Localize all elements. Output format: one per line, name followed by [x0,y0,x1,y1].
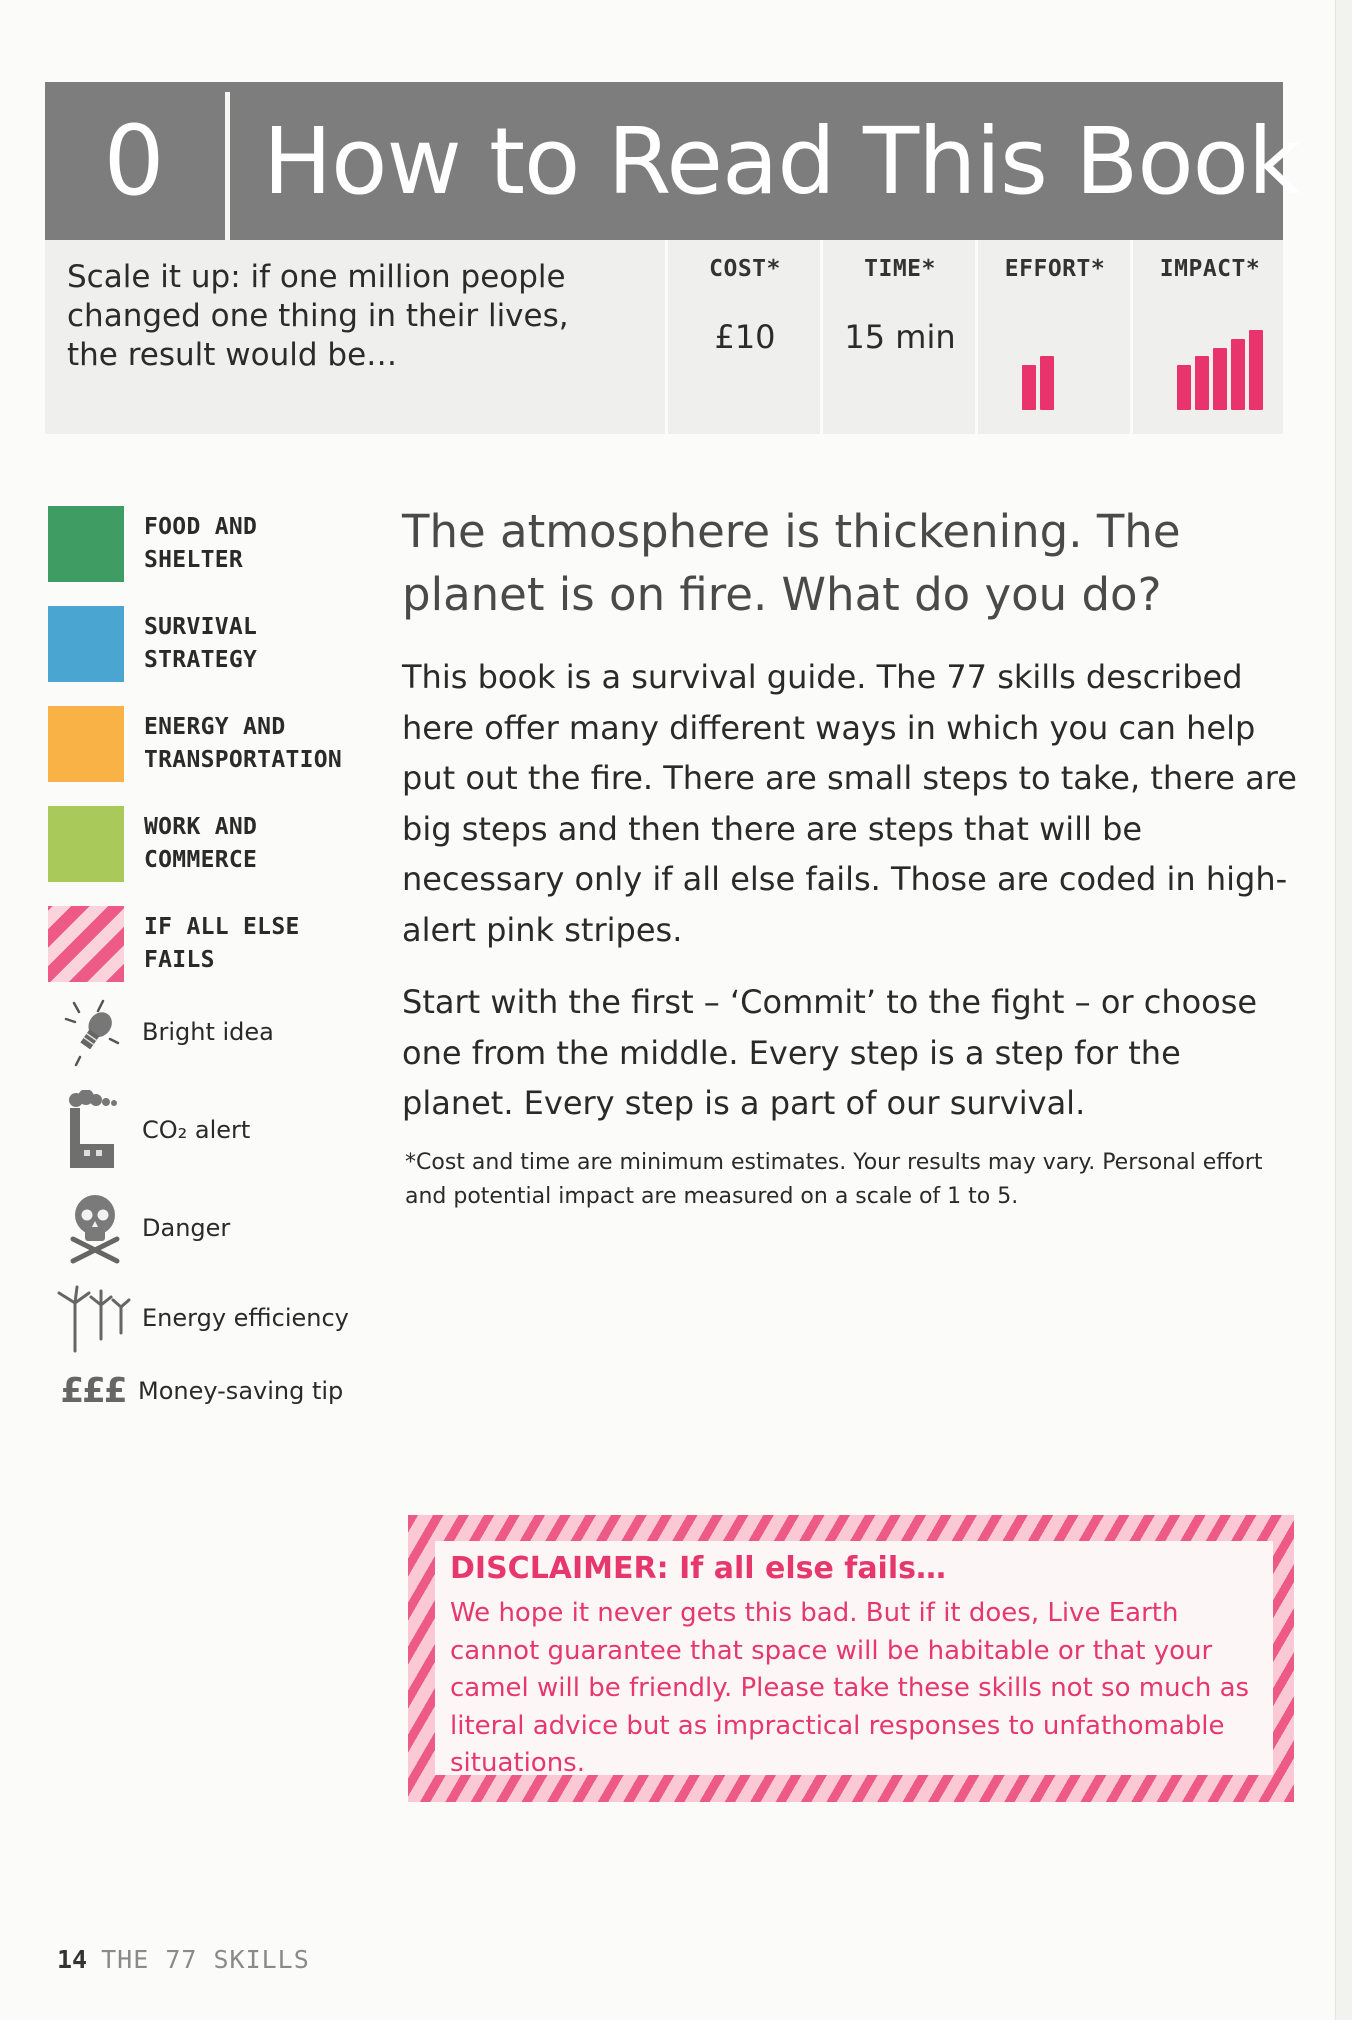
body-paragraph-1: This book is a survival guide. The 77 skills described here offer many different ways in which you can help put out the fire. There are small steps to take, there are big steps and then there are steps that will be necessary only if all else fails. Those are coded in high-alert pink stripes. [402,658,1297,949]
metric-separator [820,240,823,434]
legend-bright-idea [52,992,274,1072]
running-head: THE 77 SKILLS [101,1945,310,1974]
work-and-commerce-swatch [48,806,124,882]
legend-energy-and-transportation [48,706,384,782]
legend-label: WORK AND COMMERCE [144,814,258,873]
metric-value: £10 [714,318,776,356]
rating-bar [1040,356,1054,410]
metric-time [825,240,975,434]
pounds-icon [52,1356,134,1426]
rating-bar [1058,348,1072,410]
metric-separator [1130,240,1133,434]
legend-label: SURVIVAL STRATEGY [144,614,258,673]
legend-money-saving-tip [52,1356,343,1426]
disclaimer-body: We hope it never gets this bad. But if it does, Live Earth cannot guarantee that space will be habitable or that your camel will be friendly. Please take these skills not so much as literal advice but as impractical responses to unfathomable situations. [450,1598,1250,1778]
rating-bar [1231,339,1245,410]
legend-work-and-commerce [48,806,304,882]
chapter-title: How to Read This Book [263,107,1301,215]
metric-label: IMPACT* [1159,256,1261,282]
skull-icon [52,1188,138,1268]
metric-label: TIME* [864,256,936,282]
factory-icon [52,1090,138,1170]
if-all-else-fails-swatch [48,906,124,982]
metric-effort [980,240,1130,434]
metric-cost [670,240,820,434]
rating-bar [1195,356,1209,410]
legend-label: ENERGY AND TRANSPORTATION [144,714,343,773]
scale-intro: Scale it up: if one million people changed one thing in their lives, the result would be… [67,259,569,373]
rating-bar [1094,330,1108,410]
effort-rating-bars [1022,330,1108,410]
icon-label: CO₂ alert [142,1116,251,1144]
metric-impact [1135,240,1285,434]
metric-label: COST* [709,256,781,282]
lightbulb-icon [52,992,138,1072]
pounds-symbol: £££ [60,1371,126,1411]
legend-if-all-else-fails [48,906,304,982]
legend-label: IF ALL ELSE FAILS [144,914,300,973]
legend-danger [52,1188,230,1268]
disclaimer-box [408,1515,1294,1802]
disclaimer-title: DISCLAIMER: If all else fails… [450,1551,946,1586]
legend-food-and-shelter [48,506,304,582]
chapter-number: 0 [103,105,165,217]
metric-value: 15 min [844,318,956,356]
header-divider [225,92,230,240]
lead-heading: The atmosphere is thickening. The planet is on fire. What do you do? [402,505,1181,621]
energy-and-transportation-swatch [48,706,124,782]
page-edge [1335,0,1352,2020]
metric-separator [665,240,668,434]
rating-bar [1177,365,1191,410]
legend-survival-strategy [48,606,304,682]
legend-co2-alert [52,1090,250,1170]
impact-rating-bars [1177,330,1263,410]
food-and-shelter-swatch [48,506,124,582]
metric-separator [975,240,978,434]
rating-bar [1249,330,1263,410]
rating-bar [1213,348,1227,410]
icon-label: Danger [142,1214,231,1242]
wind-turbine-icon [52,1278,138,1358]
legend-energy-efficiency [52,1278,349,1358]
icon-label: Energy efficiency [142,1304,349,1332]
icon-label: Bright idea [142,1018,274,1046]
rating-bar [1076,339,1090,410]
scale-panel [45,240,1283,434]
page-footer [57,1945,310,1974]
body-paragraph-2: Start with the first – ‘Commit’ to the fight – or choose one from the middle. Every step is a step for the planet. Every step is a part of our survival. [402,983,1258,1122]
legend-label: FOOD AND SHELTER [144,514,258,573]
footnote: *Cost and time are minimum estimates. Your results may vary. Personal effort and potential impact are measured on a scale of 1 to 5. [405,1150,1263,1209]
chapter-header [45,82,1301,240]
disclaimer-inner [435,1541,1273,1778]
survival-strategy-swatch [48,606,124,682]
icon-label: Money-saving tip [138,1377,344,1405]
rating-bar [1022,365,1036,410]
metric-label: EFFORT* [1004,256,1106,282]
page-number: 14 [57,1945,88,1974]
